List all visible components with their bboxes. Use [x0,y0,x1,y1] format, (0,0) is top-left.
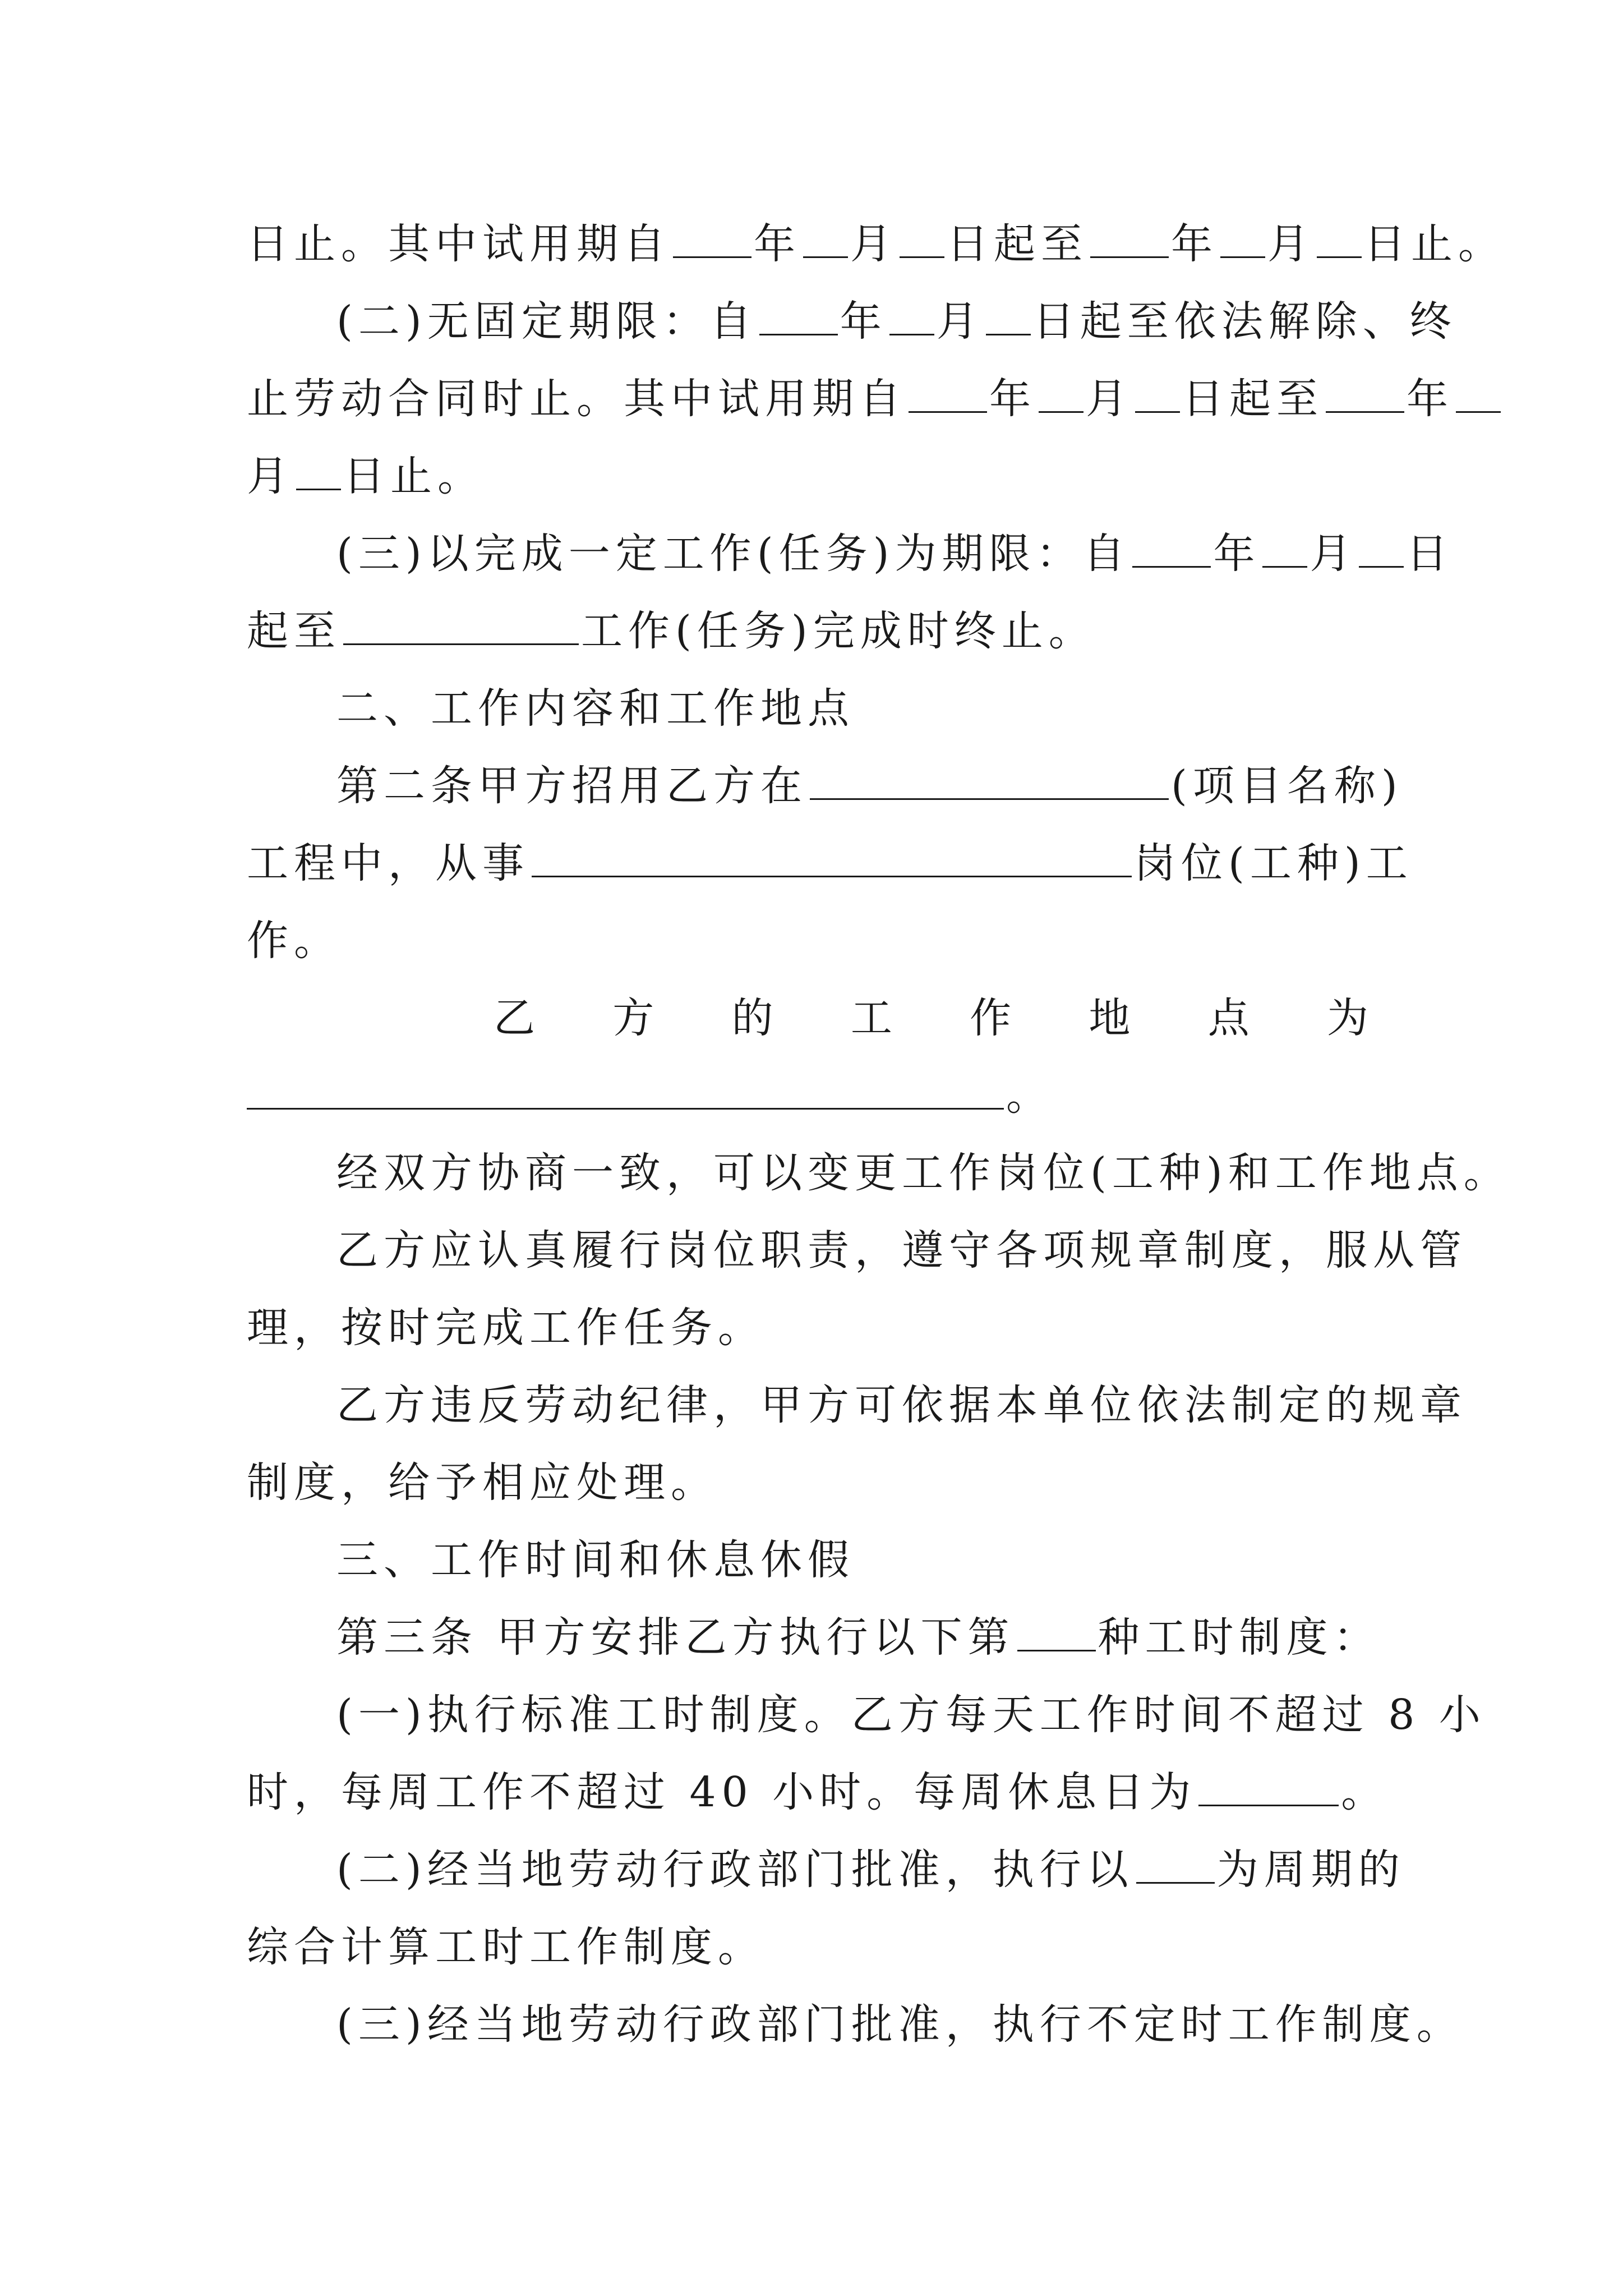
blank-field [1039,374,1083,413]
text-segment: 年 [1213,530,1261,578]
text-segment: (项目名称) [1171,762,1403,810]
text-segment: 为周期的 [1216,1846,1405,1894]
text-segment: 岗位(工种)工 [1134,839,1413,887]
blank-field [673,219,751,258]
text-line-20: (一)执行标准工时制度。乙方每天工作时间不超过 8 小 [336,1691,1486,1739]
blank-field [1359,529,1404,568]
text-segment: 种工时制度： [1098,1613,1381,1662]
text-line-2 [336,291,1457,352]
spread-char: 的 [731,994,773,1042]
text-line-19 [336,1607,1433,1668]
text-segment: 日 [1406,530,1454,578]
text-segment: 日止。 [343,452,485,500]
blank-field [1136,1845,1215,1884]
text-segment: 月 [1310,530,1357,578]
text-line-16: 乙方违反劳动纪律，甲方可依据本单位依法制定的规章 [336,1381,1467,1429]
section-heading-3: 三、工作时间和休息休假 [336,1536,855,1584]
text-segment: 日起至依法解除、终 [1032,297,1457,346]
text-line-15: 理，按时完成工作任务。 [247,1304,765,1352]
text-line-22 [336,1839,1433,1901]
blank-field [900,219,944,258]
text-segment: 日止。其中试用期自 [247,220,671,268]
text-segment: 工程中，从事 [247,839,529,887]
text-line-17: 制度，给予相应处理。 [247,1458,718,1507]
blank-field [986,297,1031,335]
text-segment: 日起至 [947,220,1088,268]
text-segment: (三)以完成一定工作(任务)为期限：自 [336,530,1131,578]
text-line-9 [247,832,1433,894]
blank-field [889,297,934,335]
text-line-13: 经双方协商一致，可以变更工作岗位(工种)和工作地点。 [336,1149,1511,1197]
blank-field [532,839,1132,877]
text-line-6 [247,600,1433,662]
text-segment: 起至 [247,607,341,655]
text-line-14: 乙方应认真履行岗位职责，遵守各项规章制度，服从管 [336,1226,1467,1274]
text-line-10: 作。 [247,917,341,965]
text-segment: (二)无固定期限：自 [336,297,757,346]
blank-field [1220,219,1265,258]
blank-field [1198,1768,1339,1806]
text-segment: 止劳动合同时止。其中试用期自 [247,375,906,423]
text-line-24: (三)经当地劳动行政部门批准，执行不定时工作制度。 [336,2000,1464,2049]
blank-field [909,374,987,413]
text-segment: 年 [1171,220,1218,268]
text-segment: 年 [754,220,801,268]
blank-field [759,297,838,335]
text-segment: 时，每周工作不超过 40 小时。每周休息日为 [247,1768,1197,1816]
text-line-8 [336,755,1433,817]
text-segment: 日止。 [1364,220,1505,268]
text-segment: 。 [1341,1768,1389,1816]
text-segment: 月 [1267,220,1315,268]
text-line-11 [494,987,1368,1049]
text-segment: 工作(任务)完成时终止。 [581,607,1096,655]
text-segment: (二)经当地劳动行政部门批准，执行以 [336,1846,1134,1894]
blank-field [803,219,848,258]
spread-char: 工 [850,994,892,1042]
text-line-1 [247,213,1505,275]
text-line-4 [247,445,1433,507]
blank-field [1326,374,1404,413]
blank-field [1262,529,1307,568]
text-segment: 年 [840,297,887,346]
blank-field [1132,529,1211,568]
spread-char: 为 [1326,994,1368,1042]
blank-field [296,452,341,490]
blank-field [343,606,579,645]
text-line-5 [336,523,1454,585]
text-segment: 月 [936,297,984,346]
spread-char: 点 [1207,994,1249,1042]
text-segment: 年 [1407,375,1454,423]
spread-char: 乙 [494,994,535,1042]
text-line-21 [247,1761,1433,1823]
blank-field [1090,219,1169,258]
text-segment: 第三条 甲方安排乙方执行以下第 [336,1613,1015,1662]
section-heading-2: 二、工作内容和工作地点 [336,684,855,733]
text-segment: 月 [1086,375,1133,423]
text-segment: 。 [1006,1071,1053,1120]
blank-field [810,761,1169,800]
text-line-12 [247,1065,1433,1126]
blank-field [1456,374,1501,413]
text-line-23: 综合计算工时工作制度。 [247,1923,765,1971]
text-segment: 第二条甲方招用乙方在 [336,762,808,810]
spread-char: 作 [970,994,1012,1042]
blank-field [1317,219,1362,258]
blank-field [1017,1613,1096,1651]
text-segment: 日起至 [1182,375,1324,423]
spread-char: 地 [1089,994,1131,1042]
blank-field [247,1071,1004,1110]
spread-char: 方 [612,994,654,1042]
text-segment: 月 [247,452,294,500]
blank-field [1135,374,1180,413]
text-line-3 [247,368,1454,430]
text-segment: 年 [989,375,1036,423]
text-segment: 月 [850,220,897,268]
